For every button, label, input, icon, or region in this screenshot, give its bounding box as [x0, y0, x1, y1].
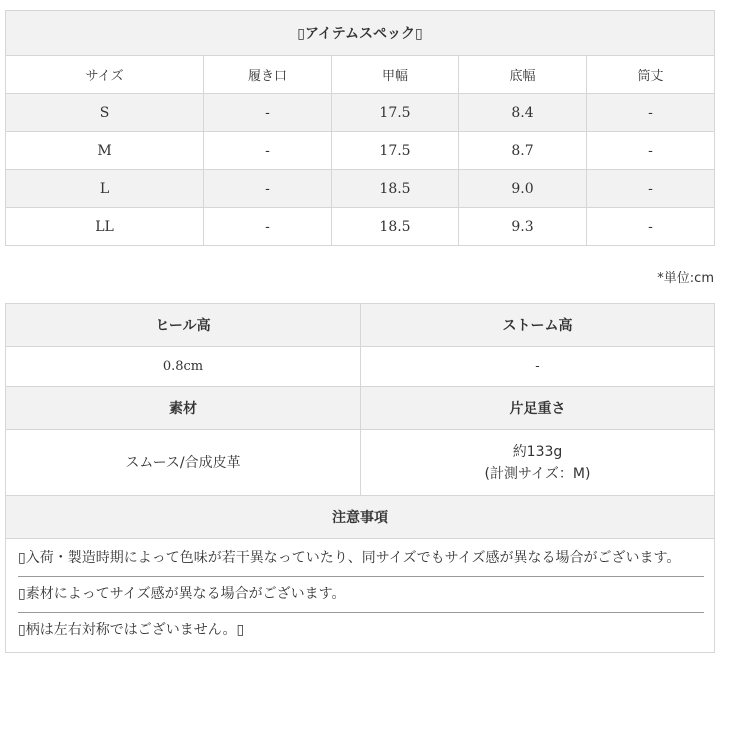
header-opening: 履き口	[204, 56, 332, 94]
spec-title: ▯アイテムスペック▯	[6, 11, 715, 56]
cell-shaft-height: -	[587, 132, 715, 170]
weight-value-line1: 約133g	[512, 443, 563, 460]
cell-opening: -	[204, 94, 332, 132]
cell-shaft-height: -	[587, 94, 715, 132]
header-size: サイズ	[6, 56, 204, 94]
cell-sole-width: 9.0	[459, 170, 587, 208]
unit-note-text: *単位:cm	[657, 271, 714, 286]
cell-size: M	[6, 132, 204, 170]
weight-value	[361, 430, 715, 496]
weight-value-line2: (計測サイズ：M)	[484, 465, 591, 482]
cell-sole-width: 9.3	[459, 208, 587, 246]
material-value: スムース/合成皮革	[6, 430, 361, 496]
heel-height-value: 0.8cm	[6, 347, 361, 387]
table-row	[6, 170, 715, 208]
unit-note	[657, 267, 714, 286]
notes-list	[6, 539, 715, 653]
cell-instep-width: 17.5	[332, 94, 459, 132]
cell-opening: -	[204, 170, 332, 208]
notes-label: 注意事項	[6, 496, 715, 539]
storm-height-label: ストーム高	[361, 304, 715, 347]
spec-table	[5, 10, 715, 246]
header-sole-width: 底幅	[459, 56, 587, 94]
table-row	[6, 132, 715, 170]
cell-shaft-height: -	[587, 170, 715, 208]
heel-height-label: ヒール高	[6, 304, 361, 347]
cell-size: L	[6, 170, 204, 208]
note-item: ▯素材によってサイズ感が異なる場合がございます。	[18, 577, 704, 613]
cell-instep-width: 17.5	[332, 132, 459, 170]
cell-instep-width: 18.5	[332, 170, 459, 208]
cell-opening: -	[204, 132, 332, 170]
cell-sole-width: 8.7	[459, 132, 587, 170]
cell-instep-width: 18.5	[332, 208, 459, 246]
material-label: 素材	[6, 387, 361, 430]
cell-sole-width: 8.4	[459, 94, 587, 132]
weight-label: 片足重さ	[361, 387, 715, 430]
cell-opening: -	[204, 208, 332, 246]
cell-size: S	[6, 94, 204, 132]
cell-size: LL	[6, 208, 204, 246]
cell-shaft-height: -	[587, 208, 715, 246]
storm-height-value: -	[361, 347, 715, 387]
detail-table	[5, 303, 715, 653]
note-item: ▯入荷・製造時期によって色味が若干異なっていたり、同サイズでもサイズ感が異なる場合がございます。	[18, 541, 704, 577]
note-item: ▯柄は左右対称ではございません。▯	[18, 622, 245, 638]
table-row	[6, 94, 715, 132]
header-instep-width: 甲幅	[332, 56, 459, 94]
header-shaft-height: 筒丈	[587, 56, 715, 94]
table-row	[6, 208, 715, 246]
